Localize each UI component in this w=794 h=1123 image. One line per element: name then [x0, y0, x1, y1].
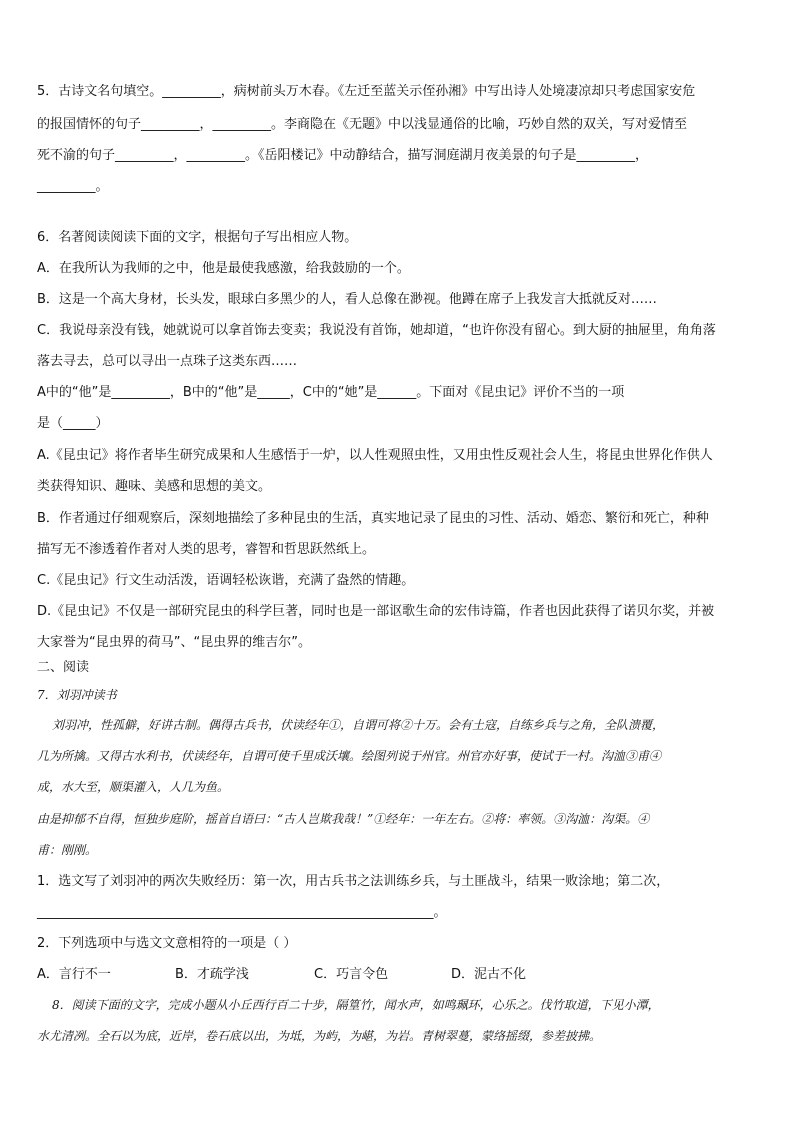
q8-line-1: 8．阅读下面的文字，完成小题从小丘西行百二十步，隔篁竹，闻水声，如鸣珮环，心乐之。伐竹取道，下见小潭，: [52, 998, 660, 1012]
option-c: C．巧言令色: [314, 967, 389, 982]
q6-line-2: A．在我所认为我师的之中，他是最使我感激，给我鼓励的一个。: [37, 261, 410, 276]
section-heading: 二、阅读: [37, 660, 90, 675]
q6-line-4: C．我说母亲没有钱，她就说可以拿首饰去变卖；我说没有首饰，她却道，“也许你没有留心。到大厨的抽屉里，角角落: [37, 323, 716, 338]
q6-line-12: C.《昆虫记》行文生动活泼，语调轻松诙谐，充满了盎然的情趣。: [37, 573, 415, 588]
q5-line-2: 的报国情怀的句子_________，_________。李商隐在《无题》中以浅显通俗的比喻，巧妙自然的双关，写对爱情至: [37, 117, 688, 132]
q6-line-11: 描写无不渗透着作者对人类的思考，睿智和哲思跃然纸上。: [37, 542, 376, 557]
q7-title: 7．刘羽冲读书: [37, 688, 117, 702]
q5-line-1: 5．古诗文名句填空。_________，病树前头万木春。《左迁至蓝关示侄孙湘》中写出诗人处境凄凉却只考虑国家安危: [37, 84, 696, 99]
q7-passage-5: 甫：刚刚。: [37, 843, 98, 857]
q7-passage-1: 刘羽冲，性孤僻，好讲古制。偶得古兵书，伏读经年①，自谓可将②十万。会有土寇，自练乡兵与之角，全队溃覆，: [52, 718, 665, 732]
q6-line-3: B．这是一个高大身材，长头发，眼球白多黑少的人，看人总像在渺视。他蹲在席子上我发言大抵就反对……: [37, 292, 657, 307]
q6-line-1: 6．名著阅读阅读下面的文字，根据句子写出相应人物。: [37, 230, 358, 245]
q6-line-14: 大家誉为“昆虫界的荷马”、“昆虫界的维吉尔”。: [37, 635, 311, 650]
q6-line-9: 类获得知识、趣味、美感和思想的美文。: [37, 479, 272, 494]
q6-line-10: B．作者通过仔细观察后，深刻地描绘了多种昆虫的生活，真实地记录了昆虫的习性、活动、婚恋、繁衍和死亡，种种: [37, 511, 709, 526]
option-b: B．才疏学浅: [175, 967, 249, 982]
q7-passage-3: 成，水大至，顺渠灌入，人几为鱼。: [37, 780, 230, 794]
option-a: A．言行不一: [37, 967, 111, 982]
q6-line-7: 是（_____）: [37, 416, 109, 431]
q5-line-4: _________。: [37, 179, 109, 194]
q7-passage-4: 由是抑郁不自得，恒独步庭阶，摇首自语曰：“古人岂欺我哉！”①经年：一年左右。②将：率领。③沟洫：沟渠。④: [37, 812, 650, 826]
q7-sub2: 2．下列选项中与选文文意相符的一项是（ ）: [37, 936, 297, 951]
q6-line-5: 落去寻去，总可以寻出一点珠子这类东西……: [37, 354, 298, 369]
q6-line-6: A中的“他”是_________，B中的“他”是_____，C中的“她”是______。下面对《昆虫记》评价不当的一项: [37, 385, 625, 400]
q7-sub1-line-1: 1．选文写了刘羽冲的两次失败经历：第一次，用古兵书之法训练乡兵，与土匪战斗，结果一败涂地；第二次，: [37, 874, 670, 889]
q7-passage-2: 几为所擒。又得古水利书，伏读经年，自谓可使千里成沃壤。绘图列说于州官。州官亦好事，使试于一村。沟洫③甫④: [37, 749, 662, 763]
q6-line-13: D.《昆虫记》不仅是一部研究昆虫的科学巨著，同时也是一部讴歌生命的宏伟诗篇，作者也因此获得了诺贝尔奖，并被: [37, 604, 715, 619]
q7-sub1-line-2: _____________________________________________________________。: [37, 905, 447, 920]
q5-line-3: 死不渝的句子_________，_________。《岳阳楼记》中动静结合，描写洞庭湖月夜美景的句子是_________，: [37, 148, 649, 163]
option-d: D．泥古不化: [451, 967, 527, 982]
q6-line-8: A.《昆虫记》将作者毕生研究成果和人生感悟于一炉，以人性观照虫性，又用虫性反观社会人生，将昆虫世界化作供人: [37, 448, 713, 463]
q8-line-2: 水尤清冽。全石以为底，近岸，卷石底以出，为坻，为屿，为嵁，为岩。青树翠蔓，蒙络摇缀，参差披拂。: [37, 1029, 602, 1043]
